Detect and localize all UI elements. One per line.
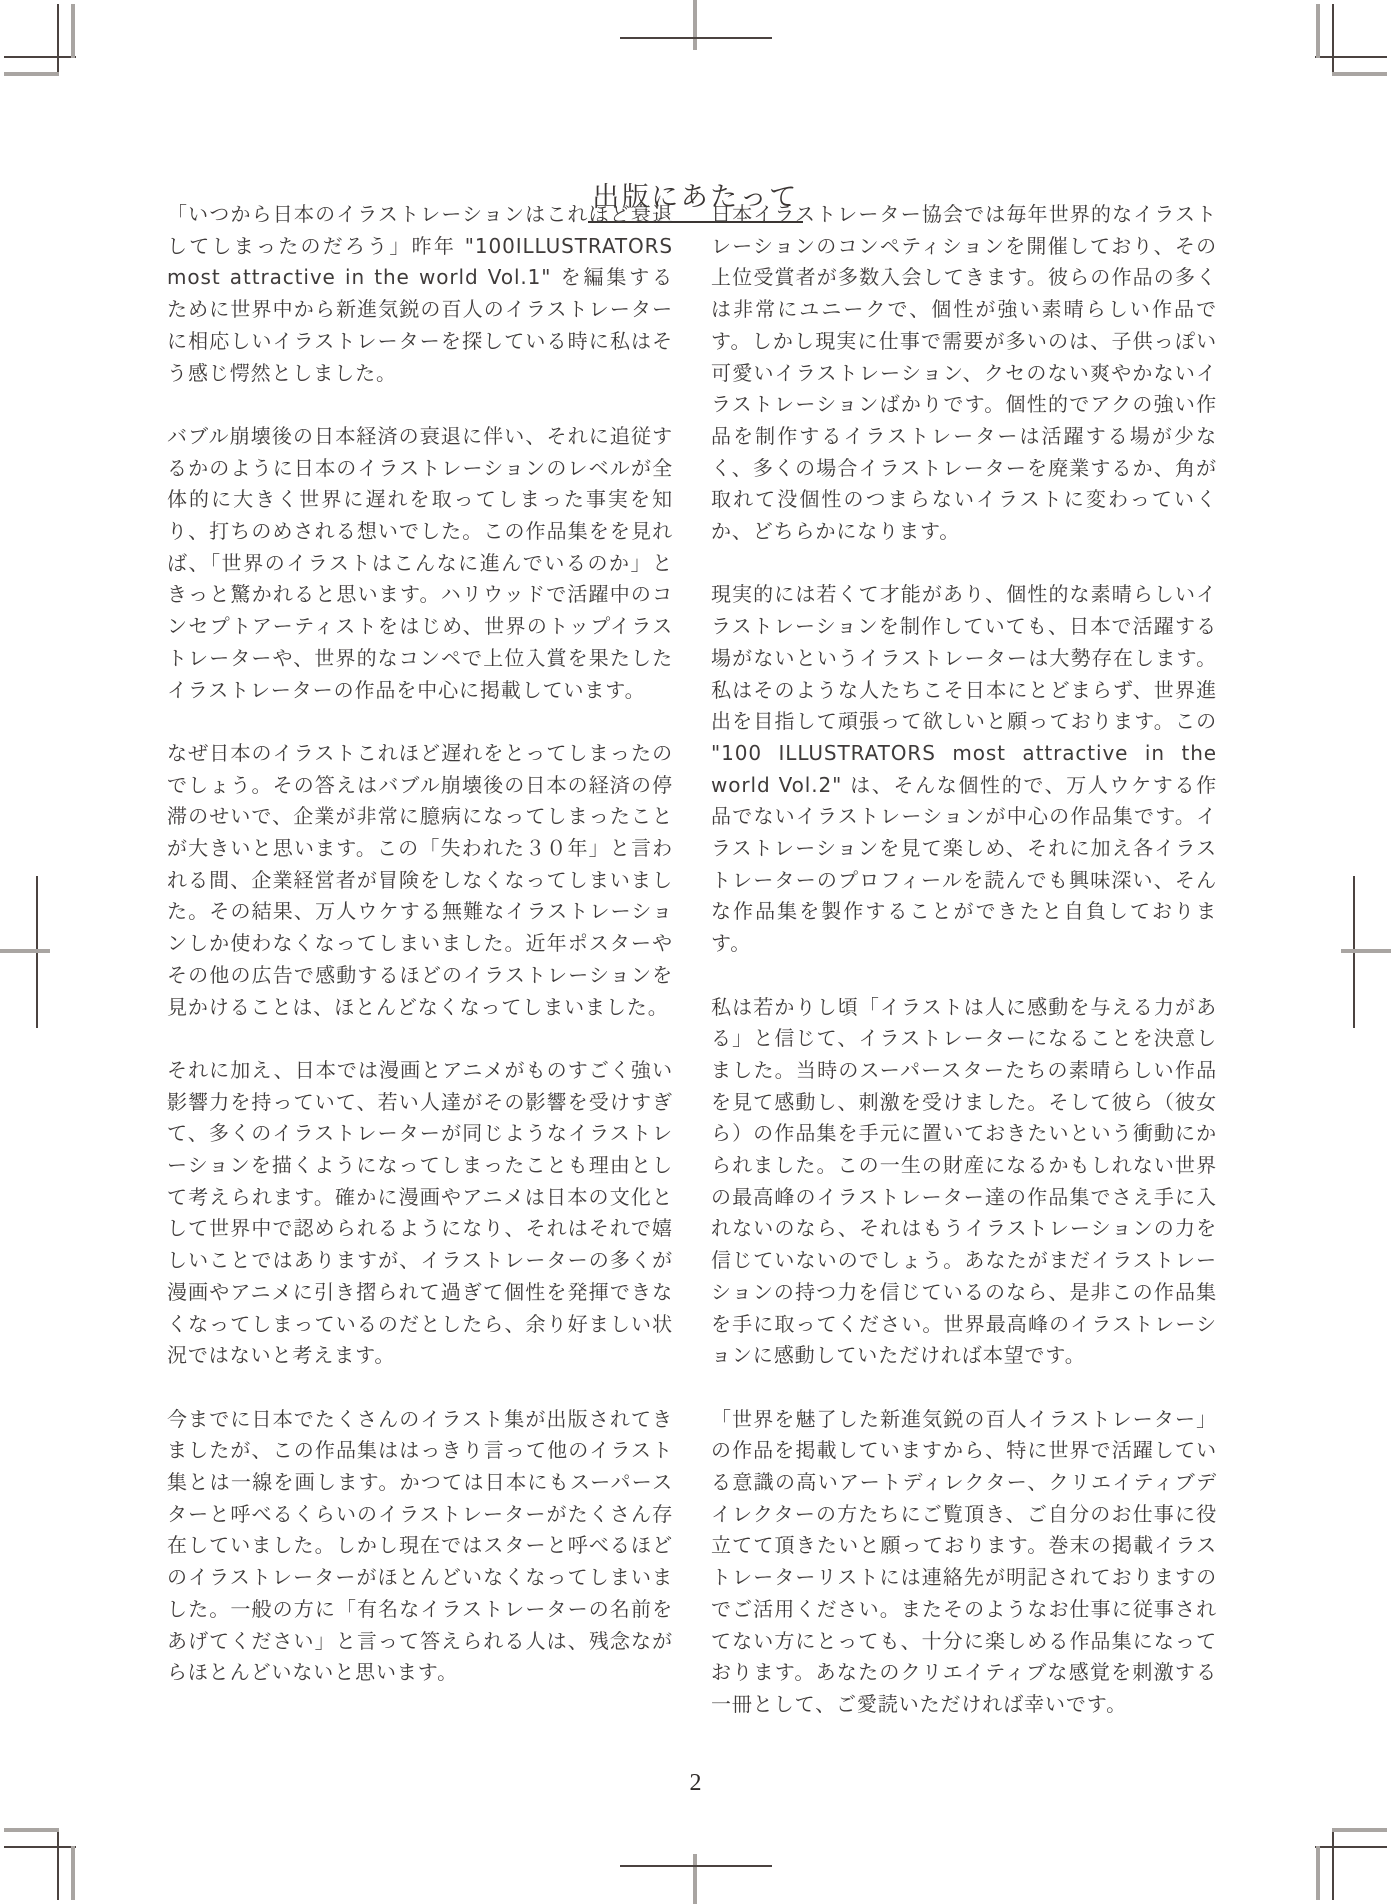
paragraph: それに加え、日本では漫画とアニメがものすごく強い影響力を持っていて、若い人達がその影響を受けすぎて、多くのイラストレーターが同じようなイラストレーションを描くようになってしまったことも理由として考えられます。確かに漫画やアニメは日本の文化として世界中で認められるようになり、それはそれで嬉しいことではありますが、イラストレーターの多くが漫画やアニメに引き摺られて過ぎて個性を発揮できなくなってしまっているのだとしたら、余り好ましい状況ではないと考えます。 — [167, 1057, 673, 1368]
paragraph: 今までに日本でたくさんのイラスト集が出版されてきましたが、この作品集ははっきり言って他のイラスト集とは一線を画します。かつては日本にもスーパースターと呼べるくらいのイラストレーターがたくさん存在していました。しかし現在ではスターと呼べるほどのイラストレーターがほとんどいなくなってしまいました。一般の方に「有名なイラストレーターの名前をあげてください」と言って答えられる人は、残念ながらほとんどいないと思います。 — [167, 1406, 673, 1685]
paragraph: 日本イラストレーター協会では毎年世界的なイラストレーションのコンペティションを開催しており、その上位受賞者が多数入会してきます。彼らの作品の多くは非常にユニークで、個性が強い素晴らしい作品です。しかし現実に仕事で需要が多いのは、子供っぽい可愛いイラストレーション、クセのない爽やかないイラストレーションばかりです。個性的でアクの強い作品を制作するイラストレーターは活躍する場が少なく、多くの場合イラストレーターを廃業するか、角が取れて没個性のつまらないイラストに変わっていくか、どちらかになります。 — [711, 202, 1217, 544]
paragraph: なぜ日本のイラストこれほど遅れをとってしまったのでしょう。その答えはバブル崩壊後の日本の経済の停滞のせいで、企業が非常に臆病になってしまったことが大きいと思います。この「失われた３０年」と言われる間、企業経営者が冒険をしなくなってしまいました。その結果、万人ウケする無難なイラストレーションしか使わなくなってしまいました。近年ポスターやその他の広告で感動するほどのイラストレーションを見かけることは、ほとんどなくなってしまいました。 — [167, 740, 673, 1019]
right-column — [711, 199, 1217, 1721]
paragraph: 現実的には若くて才能があり、個性的な素晴らしいイラストレーションを制作していても、日本で活躍する場がないというイラストレーターは大勢存在します。私はそのような人たちこそ日本にとどまらず、世界進出を目指して頑張って欲しいと願っております。この "100 ILLUSTRATORS most attractive in the world Vol.2" は、そんな個性的で、万人ウケする作品でないイラストレーションが中心の作品集です。イラストレーションを見て楽しめ、それに加え各イラストレーターのプロフィールを読んでも興味深い、そんな作品集を製作することができたと自負しております。 — [711, 582, 1217, 956]
left-column — [167, 199, 673, 1689]
paragraph: 私は若かりし頃「イラストは人に感動を与える力がある」と信じて、イラストレーターになることを決意しました。当時のスーパースターたちの素晴らしい作品を見て感動し、刺激を受けました。そして彼ら（彼女ら）の作品集を手元に置いておきたいという衝動にかられました。この一生の財産になるかもしれない世界の最高峰のイラストレーター達の作品集でさえ手に入れないのなら、それはもうイラストレーションの力を信じていないのでしょう。あなたがまだイラストレーションの持つ力を信じているのなら、是非この作品集を手に取ってください。世界最高峰のイラストレーションに感動していただければ本望です。 — [711, 994, 1217, 1368]
page-number: 2 — [689, 1770, 702, 1796]
page-title: 出版にあたって — [588, 175, 803, 223]
paragraph: 「いつから日本のイラストレーションはこれほど衰退してしまったのだろう」昨年 "100ILLUSTRATORS most attractive in the world Vol.1" を編集するために世界中から新進気鋭の百人のイラストレーターに相応しいイラストレーターを探している時に私はそう感じ愕然としました。 — [167, 202, 673, 385]
paragraph: バブル崩壊後の日本経済の衰退に伴い、それに追従するかのように日本のイラストレーションのレベルが全体的に大きく世界に遅れを取ってしまった事実を知り、打ちのめされる想いでした。この作品集をを見れば、「世界のイラストはこんなに進んでいるのか」ときっと驚かれると思います。ハリウッドで活躍中のコンセプトアーティストをはじめ、世界のトップイラストレーターや、世界的なコンペで上位入賞を果たしたイラストレーターの作品を中心に掲載しています。 — [167, 423, 673, 702]
paragraph: 「世界を魅了した新進気鋭の百人イラストレーター」の作品を掲載していますから、特に世界で活躍している意識の高いアートディレクター、クリエイティブデイレクターの方たちにご覧頂き、ご自分のお仕事に役立てて頂きたいと願っております。巻末の掲載イラストレーターリストには連絡先が明記されておりますのでご活用ください。またそのようなお仕事に従事されてない方にとっても、十分に楽しめる作品集になっております。あなたのクリエイティブな感覚を刺激する一冊として、ご愛読いただければ幸いです。 — [711, 1406, 1217, 1716]
